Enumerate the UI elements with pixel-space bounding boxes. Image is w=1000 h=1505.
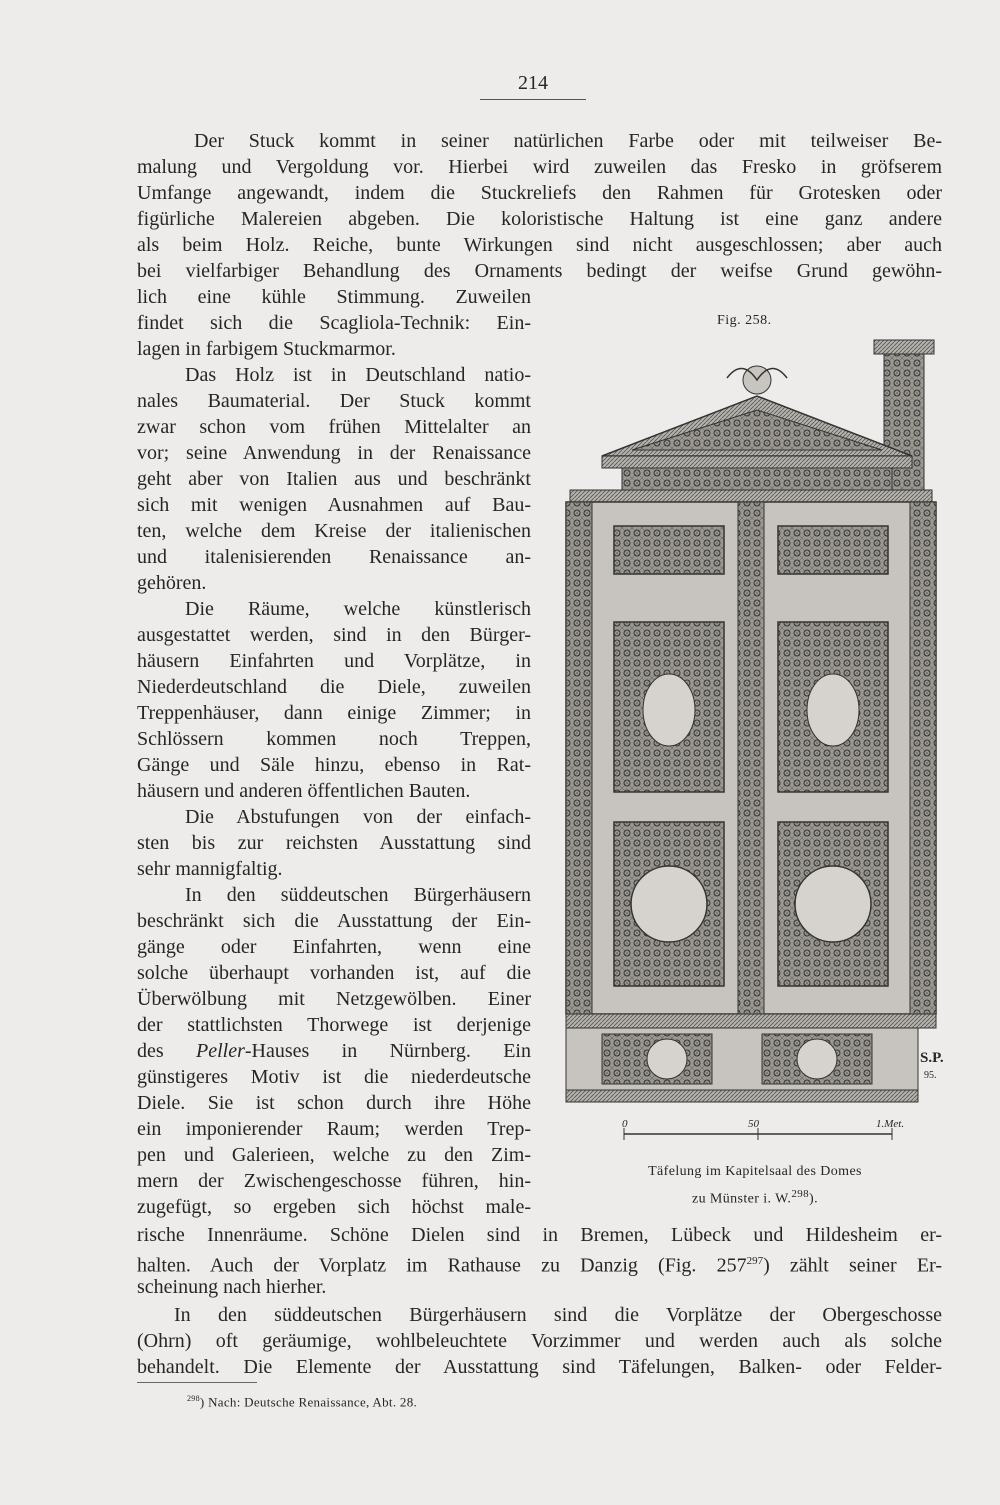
text-line: nales Baumaterial. Der Stuck kommt bbox=[137, 390, 531, 412]
text-line: bei vielfarbiger Behandlung des Ornaments bedingt der weifse Grund gewöhn- bbox=[137, 260, 942, 282]
text-line: In den süddeutschen Bürgerhäusern bbox=[185, 884, 531, 906]
text-line: Das Holz ist in Deutschland natio- bbox=[185, 364, 531, 386]
text-line: der stattlichsten Thorwege ist derjenige bbox=[137, 1014, 531, 1036]
scale-start: 0 bbox=[622, 1118, 628, 1130]
text-line: scheinung nach hierher. bbox=[137, 1276, 327, 1298]
page-number: 214 bbox=[480, 72, 586, 100]
scale-end: 1.Met. bbox=[876, 1118, 905, 1130]
text-line: Die Abstufungen von der einfach- bbox=[185, 806, 531, 828]
footnote-ref: 298 bbox=[791, 1188, 810, 1200]
text-line: malung und Vergoldung vor. Hierbei wird zuweilen das Fresko in gröfserem bbox=[137, 156, 942, 178]
text-segment: des bbox=[137, 1040, 197, 1062]
text-segment: halten. Auch der Vorplatz im Rathause zu Danzig (Fig. 257 bbox=[137, 1254, 747, 1277]
text-line: vor; seine Anwendung in der Renaissance bbox=[137, 442, 531, 464]
text-line: häusern Einfahrten und Vorplätze, in bbox=[137, 650, 531, 672]
text-line: mern der Zwischengeschosse führen, hin- bbox=[137, 1170, 531, 1192]
footnote-rule bbox=[137, 1382, 257, 1383]
text-line: sehr mannigfaltig. bbox=[137, 858, 283, 880]
footnote-marker: 298 bbox=[187, 1394, 200, 1403]
text-line: beschränkt sich die Ausstattung der Ein- bbox=[137, 910, 531, 932]
text-line: pen und Galerieen, welche zu den Zim- bbox=[137, 1144, 531, 1166]
text-line: In den süddeutschen Bürgerhäusern sind die Vorplätze der Obergeschosse bbox=[174, 1304, 942, 1326]
paneling-illustration bbox=[562, 338, 940, 1148]
text-line: Überwölbung mit Netzgewölben. Einer bbox=[137, 988, 531, 1010]
footnote-ref: 297 bbox=[746, 1255, 764, 1267]
text-line: gehören. bbox=[137, 572, 207, 594]
text-line: solche überhaupt vorhanden ist, auf die bbox=[137, 962, 531, 984]
text-line: und italenisierenden Renaissance an- bbox=[137, 546, 531, 568]
text-line: Gänge und Säle hinzu, ebenso in Rat- bbox=[137, 754, 531, 776]
figure-caption-line bbox=[585, 1184, 925, 1210]
text-line: Schlössern kommen noch Treppen, bbox=[137, 728, 531, 750]
text-line: geht aber von Italien aus und beschränkt bbox=[137, 468, 531, 490]
figure-label: Fig. 258. bbox=[717, 313, 772, 328]
text-line: häusern und anderen öffentlichen Bauten. bbox=[137, 780, 471, 802]
text-line: Treppenhäuser, dann einige Zimmer; in bbox=[137, 702, 531, 724]
text-segment: -Hauses in Nürnberg. Ein bbox=[244, 1040, 531, 1062]
text-line: lich eine kühle Stimmung. Zuweilen bbox=[137, 286, 531, 308]
text-line: zugefügt, so ergeben sich höchst male- bbox=[137, 1196, 531, 1218]
person-name: Peller bbox=[196, 1040, 245, 1062]
monogram-year: 95. bbox=[924, 1070, 937, 1081]
text-segment: ) zählt seiner Er- bbox=[763, 1254, 943, 1277]
text-line: Niederdeutschland die Diele, zuweilen bbox=[137, 676, 531, 698]
text-line: günstigeres Motiv ist die niederdeutsche bbox=[137, 1066, 531, 1088]
text-line: Diele. Sie ist schon durch ihre Höhe bbox=[137, 1092, 531, 1114]
text-line: ten, welche dem Kreise der italienischen bbox=[137, 520, 531, 542]
text-line: lagen in farbigem Stuckmarmor. bbox=[137, 338, 396, 360]
text-line: findet sich die Scagliola-Technik: Ein- bbox=[137, 312, 531, 334]
monogram: S.P. bbox=[920, 1050, 944, 1066]
text-line: sich mit wenigen Ausnahmen auf Bau- bbox=[137, 494, 531, 516]
text-line: zwar schon vom frühen Mittelalter an bbox=[137, 416, 531, 438]
text-line: Umfange angewandt, indem die Stuckreliefs den Rahmen für Grotesken oder bbox=[137, 182, 942, 204]
text-line: (Ohrn) oft geräumige, wohlbeleuchtete Vorzimmer und werden auch als solche bbox=[137, 1330, 942, 1352]
text-line: behandelt. Die Elemente der Ausstattung sind Täfelungen, Balken- oder Felder- bbox=[137, 1356, 942, 1378]
footnote-text: ) Nach: Deutsche Renaissance, Abt. 28. bbox=[199, 1394, 418, 1410]
text-line: figürliche Malereien abgeben. Die koloristische Haltung ist eine ganz andere bbox=[137, 208, 942, 230]
text-line: Der Stuck kommt in seiner natürlichen Farbe oder mit teilweiser Be- bbox=[194, 130, 942, 152]
text-line: ein imponierender Raum; werden Trep- bbox=[137, 1118, 531, 1140]
scale-mid: 50 bbox=[748, 1118, 759, 1130]
text-line: als beim Holz. Reiche, bunte Wirkungen sind nicht ausgeschlossen; aber auch bbox=[137, 234, 942, 256]
caption-segment: ). bbox=[809, 1191, 818, 1207]
footnote bbox=[187, 1394, 417, 1410]
text-line: gänge oder Einfahrten, wenn eine bbox=[137, 936, 531, 958]
caption-segment: zu Münster i. W. bbox=[691, 1191, 792, 1207]
text-line: sten bis zur reichsten Ausstattung sind bbox=[137, 832, 531, 854]
text-line: rische Innenräume. Schöne Dielen sind in Bremen, Lübeck und Hildesheim er- bbox=[137, 1224, 942, 1246]
text-line: Die Räume, welche künstlerisch bbox=[185, 598, 531, 620]
text-line bbox=[137, 1038, 531, 1064]
text-line: ausgestattet werden, sind in den Bürger- bbox=[137, 624, 531, 646]
figure-caption-line: Täfelung im Kapitelsaal des Domes bbox=[648, 1164, 862, 1179]
